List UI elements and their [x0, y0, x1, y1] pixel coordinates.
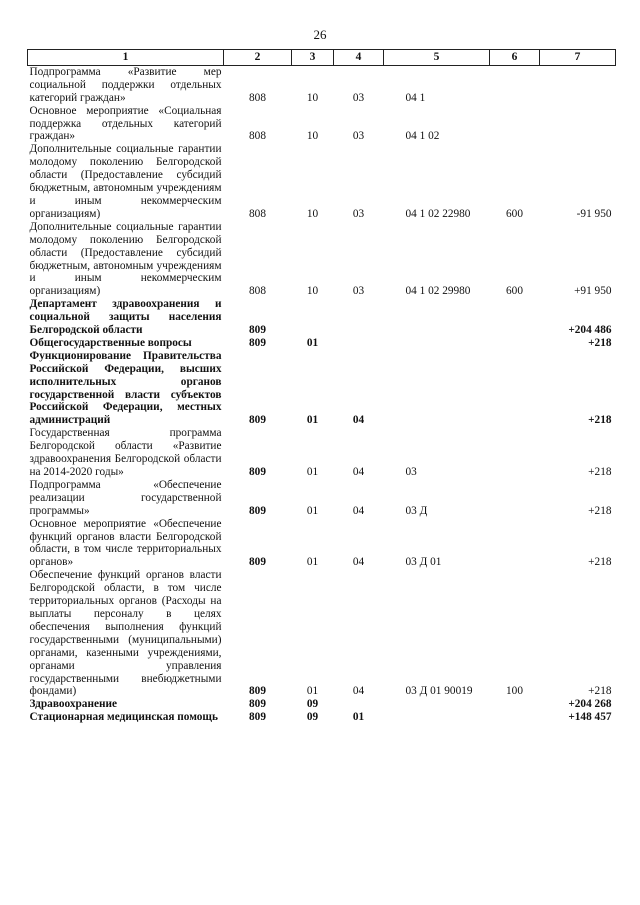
section-code-cell: 09 — [306, 711, 319, 724]
expense-type-cell — [490, 350, 540, 427]
row-name-cell: Функционирование Правительства Российской Федерации, высших исполнительных органов государственной власти субъектов Российской Федерации, местных администраций — [29, 349, 222, 427]
expense-type-cell — [490, 711, 540, 724]
ministry-code-cell: 809 — [249, 336, 266, 349]
column-header: 4 — [334, 50, 384, 66]
table-header-row — [28, 50, 616, 66]
target-article-cell: 03 Д 01 90019 — [405, 685, 473, 698]
table-row — [28, 479, 616, 518]
table-row — [28, 298, 616, 337]
ministry-code-cell: 808 — [249, 130, 266, 143]
target-article-cell: 03 — [405, 466, 417, 478]
expense-type-cell: 100 — [506, 685, 523, 698]
subsection-code-cell: 04 — [352, 685, 365, 698]
table-row — [28, 221, 616, 298]
ministry-code-cell: 809 — [249, 698, 266, 711]
ministry-code-cell: 808 — [249, 91, 266, 104]
column-header: 5 — [384, 50, 490, 66]
amount-cell: +218 — [588, 504, 612, 517]
target-article-cell — [384, 298, 490, 337]
expense-type-cell — [490, 427, 540, 479]
section-code-cell: 01 — [306, 556, 319, 569]
ministry-code-cell: 808 — [249, 207, 266, 220]
table-row — [28, 698, 616, 711]
amount-cell — [540, 65, 616, 104]
row-name-cell: Государственная программа Белгородской области «Развитие здравоохранения Белгородской области на 2014-2020 годы» — [29, 427, 222, 478]
table-row — [28, 105, 616, 144]
target-article-cell — [384, 337, 490, 350]
column-header: 3 — [292, 50, 334, 66]
subsection-code-cell — [334, 337, 384, 350]
row-name-cell: Подпрограмма «Развитие мер социальной поддержки отдельных категорий граждан» — [29, 65, 222, 104]
row-name-cell: Подпрограмма «Обеспечение реализации государственной программы» — [29, 478, 222, 517]
ministry-code-cell: 809 — [249, 324, 266, 337]
subsection-code-cell: 04 — [352, 556, 365, 569]
column-header: 7 — [540, 50, 616, 66]
section-code-cell: 01 — [306, 466, 319, 478]
section-code-cell: 10 — [306, 91, 319, 104]
subsection-code-cell: 04 — [352, 466, 365, 478]
row-name-cell: Основное мероприятие «Социальная поддержка отдельных категорий граждан» — [29, 104, 222, 143]
page-number: 26 — [313, 27, 327, 42]
expense-type-cell — [490, 298, 540, 337]
budget-table — [27, 49, 616, 724]
section-code-cell — [292, 298, 334, 337]
section-code-cell: 10 — [306, 130, 319, 143]
amount-cell — [540, 105, 616, 144]
expense-type-cell — [490, 337, 540, 350]
target-article-cell: 04 1 — [405, 91, 426, 104]
section-code-cell: 01 — [306, 414, 319, 427]
ministry-code-cell: 809 — [249, 556, 266, 569]
amount-cell: +218 — [588, 685, 612, 698]
ministry-code-cell: 809 — [249, 414, 266, 427]
amount-cell: +218 — [588, 466, 612, 478]
section-code-cell: 01 — [306, 504, 319, 517]
target-article-cell: 03 Д — [405, 504, 428, 517]
amount-cell: +218 — [588, 336, 612, 349]
table-row — [28, 569, 616, 698]
target-article-cell: 04 1 02 — [405, 130, 440, 143]
amount-cell: +204 268 — [568, 698, 612, 711]
ministry-code-cell: 809 — [249, 711, 266, 724]
target-article-cell: 03 Д 01 — [405, 556, 442, 569]
column-header: 1 — [28, 50, 224, 66]
section-code-cell: 09 — [306, 698, 319, 711]
subsection-code-cell: 01 — [352, 711, 365, 724]
section-code-cell: 01 — [306, 336, 319, 349]
table-row — [28, 518, 616, 570]
row-name-cell: Основное мероприятие «Обеспечение функций органов власти Белгородской области, в том числе территориальных органов» — [29, 517, 222, 569]
subsection-code-cell: 04 — [352, 414, 365, 427]
subsection-code-cell — [334, 698, 384, 711]
table-row — [28, 337, 616, 350]
ministry-code-cell: 809 — [249, 504, 266, 517]
target-article-cell — [384, 711, 490, 724]
table-row — [28, 143, 616, 220]
ministry-code-cell: 809 — [249, 685, 266, 698]
row-name-cell: Дополнительные социальные гарантии молодому поколению Белгородской области (Предоставление субсидий бюджетным, автономным учреждениям и иным некоммерческим организациям) — [29, 220, 222, 298]
row-name-cell: Департамент здравоохранения и социальной защиты населения Белгородской области — [29, 298, 222, 337]
expense-type-cell — [490, 105, 540, 144]
table-row — [28, 711, 616, 724]
ministry-code-cell: 809 — [249, 466, 266, 478]
expense-type-cell — [490, 479, 540, 518]
row-name-cell: Дополнительные социальные гарантии молодому поколению Белгородской области (Предоставление субсидий бюджетным, автономным учреждениям и иным некоммерческим организациям) — [29, 143, 222, 220]
subsection-code-cell: 03 — [352, 130, 365, 143]
amount-cell: +148 457 — [568, 711, 612, 724]
row-name-cell: Общегосударственные вопросы — [29, 336, 192, 349]
amount-cell: +204 486 — [568, 324, 612, 337]
subsection-code-cell: 03 — [352, 91, 365, 104]
expense-type-cell — [490, 698, 540, 711]
section-code-cell: 01 — [306, 685, 319, 698]
section-code-cell: 10 — [306, 285, 319, 298]
amount-cell: +91 950 — [574, 285, 612, 298]
subsection-code-cell — [334, 298, 384, 337]
subsection-code-cell: 03 — [352, 285, 365, 298]
target-article-cell: 04 1 02 22980 — [405, 207, 471, 220]
column-header: 2 — [224, 50, 292, 66]
table-row — [28, 350, 616, 427]
expense-type-cell — [490, 65, 540, 104]
target-article-cell — [384, 698, 490, 711]
subsection-code-cell: 03 — [352, 207, 365, 220]
row-name-cell: Обеспечение функций органов власти Белгородской области, в том числе территориальных органов (Расходы на выплаты персоналу в целях обеспечения выполнения функций государственными (муниципальными) органами, казенными учреждениями, органами управления государственными внебюджетными фондами) — [29, 569, 222, 698]
ministry-code-cell: 808 — [249, 285, 266, 298]
target-article-cell: 04 1 02 29980 — [405, 285, 471, 298]
column-header: 6 — [490, 50, 540, 66]
expense-type-cell — [490, 518, 540, 570]
expense-type-cell: 600 — [506, 285, 523, 298]
amount-cell: +218 — [588, 414, 612, 427]
amount-cell: +218 — [588, 556, 612, 569]
row-name-cell: Здравоохранение — [29, 698, 118, 711]
subsection-code-cell: 04 — [352, 504, 365, 517]
amount-cell: -91 950 — [576, 207, 612, 220]
target-article-cell — [384, 350, 490, 427]
row-name-cell: Стационарная медицинская помощь — [29, 711, 218, 724]
table-row — [28, 427, 616, 479]
expense-type-cell: 600 — [506, 207, 523, 220]
table-row — [28, 65, 616, 104]
section-code-cell: 10 — [306, 207, 319, 220]
